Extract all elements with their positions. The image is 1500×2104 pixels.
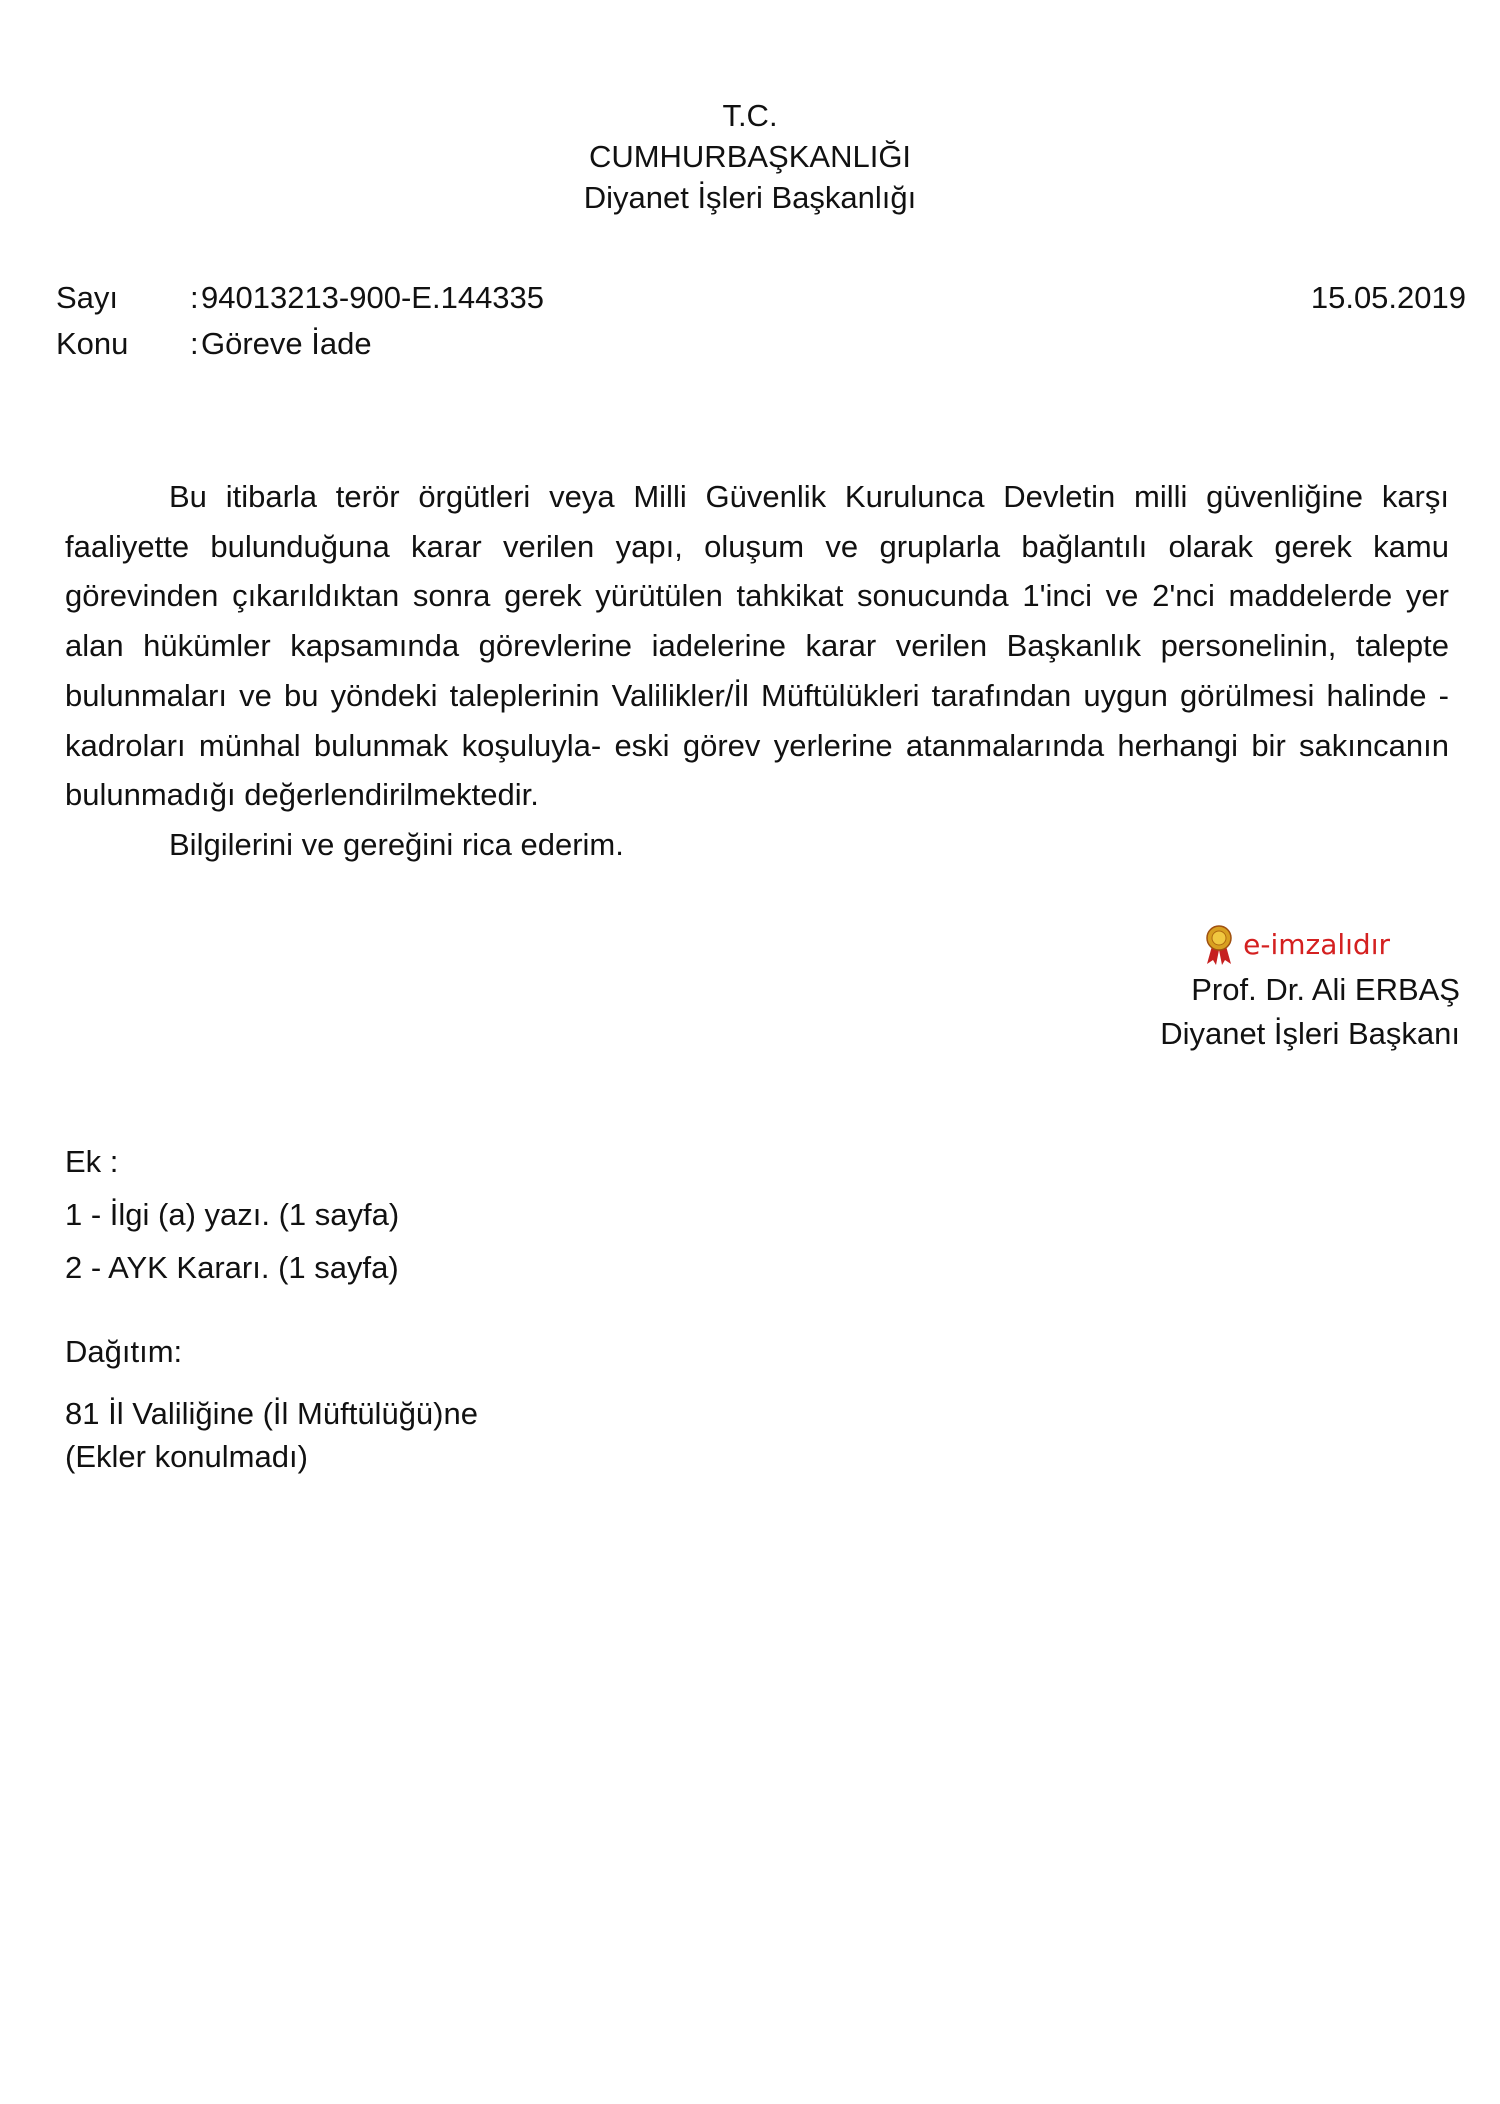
sayi-label: Sayı — [56, 280, 119, 315]
signature-block — [1160, 922, 1460, 1056]
signatory-title: Diyanet İşleri Başkanı — [1160, 1016, 1460, 1051]
document-date: 15.05.2019 — [1310, 280, 1466, 315]
distribution-note: (Ekler konulmadı) — [65, 1439, 308, 1474]
attachments-section — [65, 1135, 399, 1294]
letter-body — [65, 472, 1449, 870]
attachment-item: 2 - AYK Kararı. (1 sayfa) — [65, 1250, 399, 1285]
konu-colon: : — [190, 326, 199, 361]
konu-value: Göreve İade — [201, 326, 372, 361]
distribution-label: Dağıtım: — [65, 1334, 183, 1369]
distribution-recipient: 81 İl Valiliğine (İl Müftülüğü)ne — [65, 1396, 478, 1431]
seal-ribbon-icon — [1203, 924, 1235, 966]
sayi-colon: : — [190, 280, 199, 315]
attachments-label: Ek : — [65, 1144, 119, 1179]
header-tc: T.C. — [722, 98, 778, 133]
konu-row — [56, 324, 1456, 364]
closing-paragraph: Bilgilerini ve gereğini rica ederim. — [169, 826, 624, 862]
signatory-name: Prof. Dr. Ali ERBAŞ — [1191, 972, 1460, 1007]
sayi-row — [56, 278, 1466, 318]
header-presidency: CUMHURBAŞKANLIĞI — [588, 139, 912, 174]
body-paragraph: Bu itibarla terör örgütleri veya Milli Güvenlik Kurulunca Devletin milli güvenliğine karşı faaliyette bulunduğuna karar verilen yapı, oluşum ve gruplarla bağlantılı olarak gerek kamu görevinden çıkarıldıktan sonra gerek yürütülen tahkikat sonucunda 1'inci ve 2'nci maddelerde yer alan hükümler kapsamında görevlerine iadelerine karar verilen Başkanlık personelinin, talepte bulunmaları ve bu yöndeki taleplerinin Valilikler/İl Müftülükleri tarafından uygun görülmesi halinde -kadroları münhal bulunmak koşuluyla- eski görev yerlerine atanmalarında herhangi bir sakıncanın bulunmadığı değerlendirilmektedir. — [65, 479, 1449, 813]
attachment-item: 1 - İlgi (a) yazı. (1 sayfa) — [65, 1197, 400, 1232]
distribution-section — [65, 1328, 478, 1478]
document-header — [0, 95, 1500, 218]
header-institution: Diyanet İşleri Başkanlığı — [583, 180, 917, 215]
sayi-value: 94013213-900-E.144335 — [201, 280, 545, 315]
e-signature-label: e-imzalıdır — [1243, 928, 1390, 961]
e-signature-mark — [1160, 922, 1390, 968]
konu-label: Konu — [56, 326, 129, 361]
